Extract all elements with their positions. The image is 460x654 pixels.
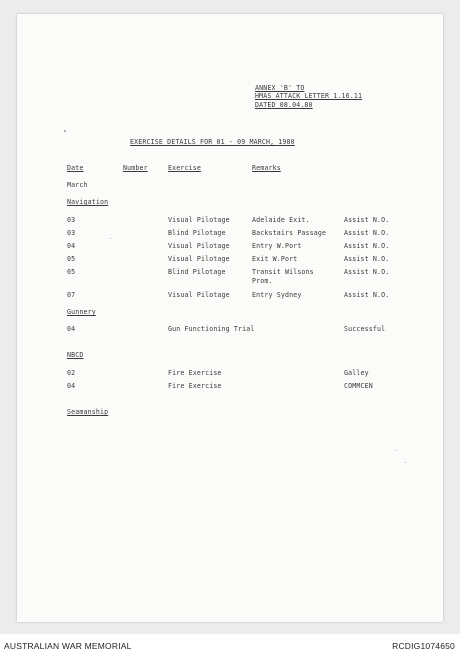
row-result: Successful: [344, 325, 386, 333]
scan-speck: [110, 238, 111, 239]
row-exercise: Fire Exercise: [168, 369, 222, 377]
row-exercise: Gun Functioning Trial: [168, 325, 255, 333]
row-result: Assist N.O.: [344, 229, 390, 237]
footer-source: AUSTRALIAN WAR MEMORIAL: [4, 641, 132, 651]
row-result: Assist N.O.: [344, 216, 390, 224]
annex-line-2: HMAS ATTACK LETTER 1.16.11: [255, 92, 363, 100]
section-seamanship: Seamanship: [67, 408, 109, 416]
scan-speck: [64, 130, 66, 132]
annex-line-3: DATED 08.04.80: [255, 101, 313, 109]
row-remarks: Transit Wilsons: [252, 268, 314, 276]
row-remarks: Entry Sydney: [252, 291, 302, 299]
document-title: EXERCISE DETAILS FOR 01 - 09 MARCH, 1980: [130, 138, 295, 146]
section-gunnery: Gunnery: [67, 308, 96, 316]
row-result: COMMCEN: [344, 382, 373, 390]
row-exercise: Visual Pilotage: [168, 242, 230, 250]
row-result: Galley: [344, 369, 369, 377]
row-result: Assist N.O.: [344, 255, 390, 263]
row-exercise: Visual Pilotage: [168, 291, 230, 299]
row-exercise: Visual Pilotage: [168, 216, 230, 224]
row-exercise: Blind Pilotage: [168, 229, 226, 237]
footer-record-id: RCDIG1074650: [392, 641, 455, 651]
row-date: 03: [67, 216, 76, 224]
row-date: 05: [67, 255, 76, 263]
row-date: 04: [67, 382, 76, 390]
row-remarks-continued: Prom.: [252, 277, 273, 285]
header-date: Date: [67, 164, 84, 172]
row-date: 04: [67, 325, 76, 333]
row-remarks: Exit W.Port: [252, 255, 298, 263]
header-number: Number: [123, 164, 148, 172]
document-page: [17, 14, 443, 622]
scan-speck: [395, 450, 396, 451]
row-exercise: Fire Exercise: [168, 382, 222, 390]
section-navigation: Navigation: [67, 198, 109, 206]
header-exercise: Exercise: [168, 164, 201, 172]
row-remarks: Entry W.Port: [252, 242, 302, 250]
row-date: 05: [67, 268, 76, 276]
row-date: 04: [67, 242, 76, 250]
section-nbcd: NBCD: [67, 351, 84, 359]
row-exercise: Blind Pilotage: [168, 268, 226, 276]
row-remarks: Adelaide Exit.: [252, 216, 310, 224]
row-exercise: Visual Pilotage: [168, 255, 230, 263]
row-remarks: Backstairs Passage: [252, 229, 327, 237]
row-date: 03: [67, 229, 76, 237]
month-label: March: [67, 181, 88, 189]
scan-speck: [405, 462, 406, 463]
annex-line-1: ANNEX 'B' TO: [255, 84, 305, 92]
header-remarks: Remarks: [252, 164, 281, 172]
row-date: 07: [67, 291, 76, 299]
footer-bar: [0, 634, 460, 654]
row-result: Assist N.O.: [344, 268, 390, 276]
row-result: Assist N.O.: [344, 242, 390, 250]
row-result: Assist N.O.: [344, 291, 390, 299]
row-date: 02: [67, 369, 76, 377]
